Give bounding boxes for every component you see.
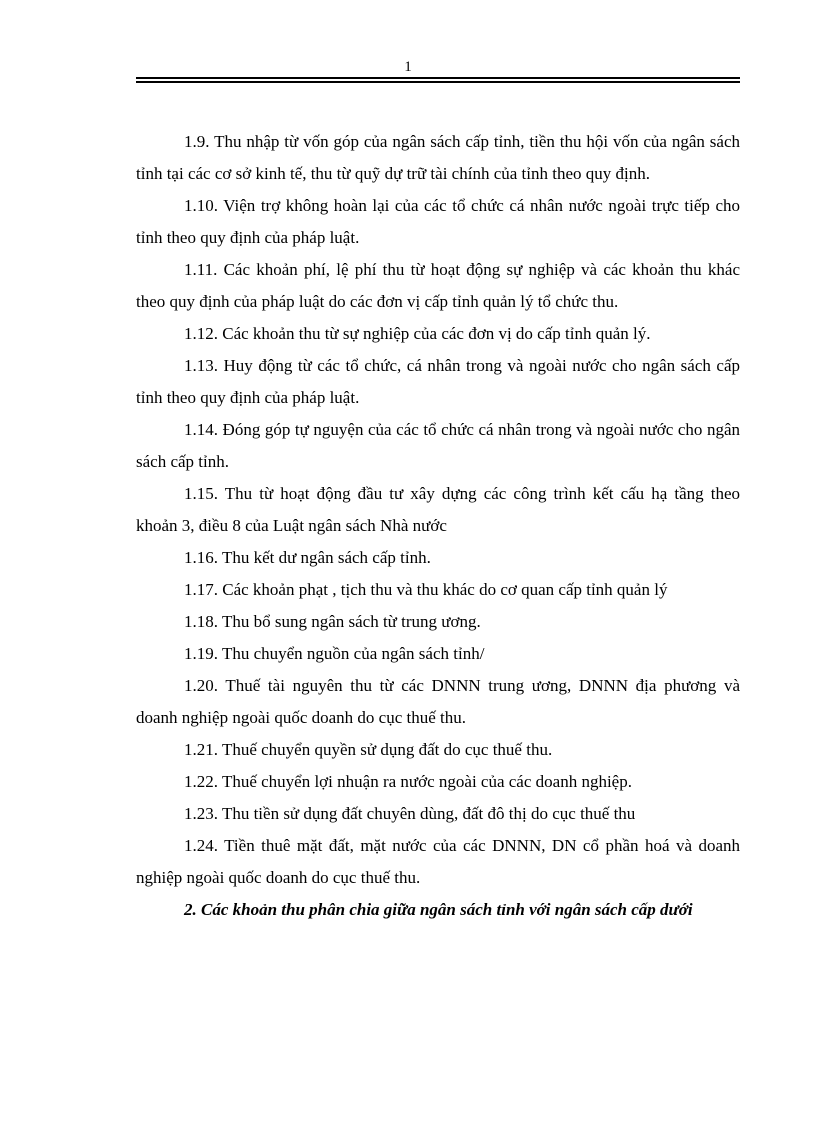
- paragraph-1-22: 1.22. Thuế chuyển lợi nhuận ra nước ngoài của các doanh nghiệp.: [184, 772, 632, 791]
- section-heading-2: 2. Các khoản thu phân chia giữa ngân sách tỉnh với ngân sách cấp dưới: [184, 900, 693, 919]
- paragraph-1-21: 1.21. Thuế chuyển quyền sử dụng đất do cục thuế thu.: [184, 740, 553, 759]
- paragraph-1-16: 1.16. Thu kết dư ngân sách cấp tỉnh.: [184, 548, 431, 567]
- page-number: 1: [404, 59, 412, 75]
- paragraph-1-11: 1.11. Các khoản phí, lệ phí thu từ hoạt động sự nghiệp và các khoản thu khác theo quy định của pháp luật do các đơn vị cấp tỉnh quản lý tổ chức thu.: [136, 260, 740, 311]
- paragraph-1-13: 1.13. Huy động từ các tổ chức, cá nhân trong và ngoài nước cho ngân sách cấp tỉnh theo quy định của pháp luật.: [136, 356, 740, 407]
- paragraph-1-24: 1.24. Tiền thuê mặt đất, mặt nước của các DNNN, DN cổ phần hoá và doanh nghiệp ngoài quốc doanh do cục thuế thu.: [136, 836, 740, 887]
- paragraph-1-10: 1.10. Viện trợ không hoàn lại của các tổ chức cá nhân nước ngoài trực tiếp cho tỉnh theo quy định của pháp luật.: [136, 196, 740, 247]
- paragraph-1-23: 1.23. Thu tiền sử dụng đất chuyên dùng, đất đô thị do cục thuế thu: [184, 804, 636, 823]
- paragraph-1-19: 1.19. Thu chuyển nguồn của ngân sách tỉnh/: [184, 644, 485, 663]
- paragraph-1-15: 1.15. Thu từ hoạt động đầu tư xây dựng các công trình kết cấu hạ tầng theo khoản 3, điều 8 của Luật ngân sách Nhà nước: [136, 484, 740, 535]
- header-double-rule: [136, 77, 740, 83]
- paragraph-1-14: 1.14. Đóng góp tự nguyện của các tổ chức cá nhân trong và ngoài nước cho ngân sách cấp tỉnh.: [136, 420, 740, 471]
- paragraph-1-12: 1.12. Các khoản thu từ sự nghiệp của các đơn vị do cấp tỉnh quản lý.: [184, 324, 651, 343]
- paragraph-1-17: 1.17. Các khoản phạt , tịch thu và thu khác do cơ quan cấp tỉnh quản lý: [184, 580, 668, 599]
- document-body: [136, 126, 740, 926]
- paragraph-1-18: 1.18. Thu bổ sung ngân sách từ trung ương.: [184, 612, 481, 631]
- paragraph-1-9: 1.9. Thu nhập từ vốn góp của ngân sách cấp tỉnh, tiền thu hội vốn của ngân sách tỉnh tại các cơ sở kinh tế, thu từ quỹ dự trữ tài chính của tỉnh theo quy định.: [136, 132, 740, 183]
- paragraph-1-20: 1.20. Thuế tài nguyên thu từ các DNNN trung ương, DNNN địa phương và doanh nghiệp ngoài quốc doanh do cục thuế thu.: [136, 676, 740, 727]
